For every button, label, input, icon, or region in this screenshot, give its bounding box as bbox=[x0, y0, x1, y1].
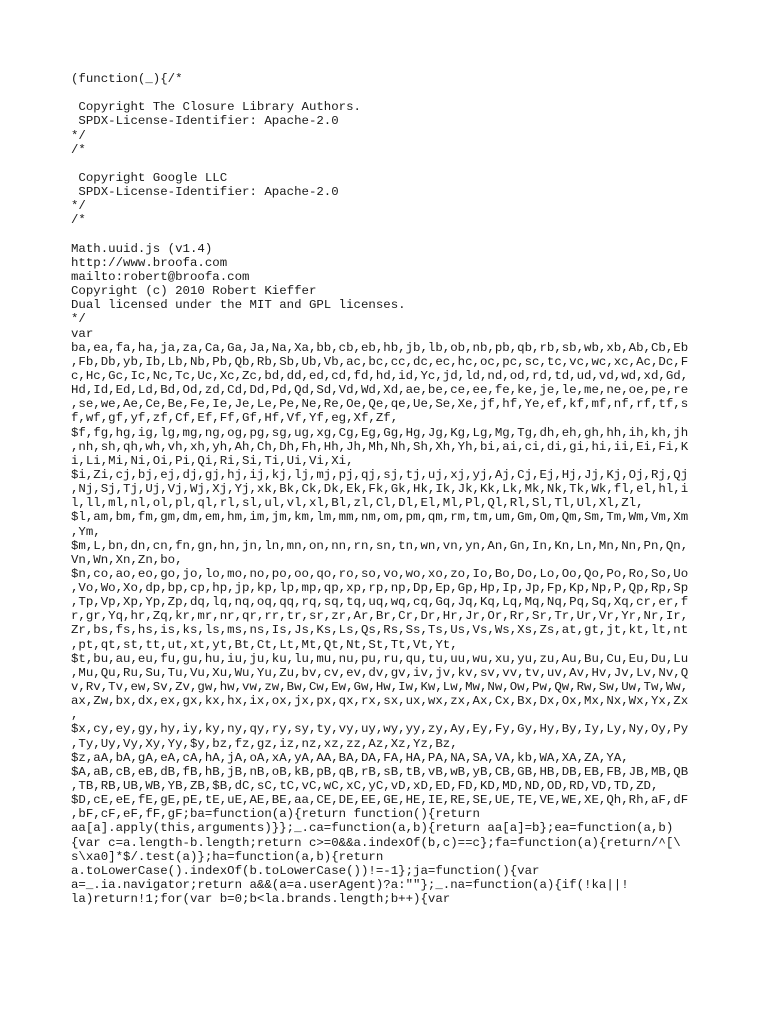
code-line bbox=[71, 228, 697, 242]
code-line: ,Vo,Wo,Xo,dp,bp,cp,hp,jp,kp,lp,mp,qp,xp,rp,np,Dp,Ep,Gp,Hp,Ip,Jp,Fp,Kp,Np,P,Qp,Rp,Sp bbox=[71, 581, 689, 596]
code-line: ,Tp,Vp,Xp,Yp,Zp,dq,lq,nq,oq,qq,rq,sq,tq,uq,wq,cq,Gq,Jq,Kq,Lq,Mq,Nq,Pq,Sq,Xq,cr,er,f bbox=[71, 595, 689, 610]
code-line: /* bbox=[71, 142, 86, 157]
code-line: ,bF,cF,eF,fF,gF;ba=function(a){return function(){return bbox=[71, 807, 480, 822]
code-line bbox=[71, 157, 697, 171]
code-line: ,Fb,Db,yb,Ib,Lb,Nb,Pb,Qb,Rb,Sb,Ub,Vb,ac,bc,cc,dc,ec,hc,oc,pc,sc,tc,vc,wc,xc,Ac,Dc,F bbox=[71, 354, 689, 369]
code-line: aa[a].apply(this,arguments)}};_.ca=function(a,b){return aa[a]=b};ea=function(a,b) bbox=[71, 821, 674, 836]
code-line: a=_.ia.navigator;return a&&(a=a.userAgent)?a:""};_.na=function(a){if(!ka||! bbox=[71, 878, 629, 893]
code-line: l,ll,ml,nl,ol,pl,ql,rl,sl,ul,vl,xl,Bl,zl,Cl,Dl,El,Ml,Pl,Ql,Rl,Sl,Tl,Ul,Xl,Zl, bbox=[71, 496, 644, 511]
code-line: mailto:robert@broofa.com bbox=[71, 269, 250, 284]
code-line: (function(_){/* bbox=[71, 72, 183, 86]
code-line: $f,fg,hg,ig,lg,mg,ng,og,pg,sg,ug,xg,Cg,Eg,Gg,Hg,Jg,Kg,Lg,Mg,Tg,dh,eh,gh,hh,ih,kh,jh bbox=[71, 425, 689, 440]
code-line: ba,ea,fa,ha,ja,za,Ca,Ga,Ja,Na,Xa,bb,cb,eb,hb,jb,lb,ob,nb,pb,qb,rb,sb,wb,xb,Ab,Cb,Eb bbox=[71, 340, 689, 355]
code-line: $l,am,bm,fm,gm,dm,em,hm,im,jm,km,lm,mm,nm,om,pm,qm,rm,tm,um,Gm,Om,Qm,Sm,Tm,Wm,Vm,Xm bbox=[71, 510, 689, 525]
code-line: Copyright Google LLC bbox=[71, 170, 228, 185]
code-line: , bbox=[71, 708, 79, 723]
code-line: la)return!1;for(var b=0;b<la.brands.length;b++){var bbox=[71, 892, 451, 907]
code-line: Vn,Wn,Xn,Zn,bo, bbox=[71, 552, 183, 567]
code-line: ,Mu,Qu,Ru,Su,Tu,Vu,Xu,Wu,Yu,Zu,bv,cv,ev,dv,gv,iv,jv,kv,sv,vv,tv,uv,Av,Hv,Jv,Lv,Nv,Q bbox=[71, 665, 689, 680]
code-line: ax,Zw,bx,dx,ex,gx,kx,hx,ix,ox,jx,px,qx,rx,sx,ux,wx,zx,Ax,Cx,Bx,Dx,Ox,Mx,Nx,Wx,Yx,Zx bbox=[71, 694, 689, 709]
code-line: Copyright (c) 2010 Robert Kieffer bbox=[71, 284, 317, 299]
code-line: http://www.broofa.com bbox=[71, 255, 228, 270]
code-line: $x,cy,ey,gy,hy,iy,ky,ny,qy,ry,sy,ty,vy,uy,wy,yy,zy,Ay,Ey,Fy,Gy,Hy,By,Iy,Ly,Ny,Oy,Py bbox=[71, 722, 689, 737]
code-line: f,wf,gf,yf,zf,Cf,Ef,Ff,Gf,Hf,Vf,Yf,eg,Xf,Zf, bbox=[71, 411, 399, 426]
code-line: $D,cE,eE,fE,gE,pE,tE,uE,AE,BE,aa,CE,DE,EE,GE,HE,IE,RE,SE,UE,TE,VE,WE,XE,Qh,Rh,aF,dF bbox=[71, 793, 689, 808]
code-line: $t,bu,au,eu,fu,gu,hu,iu,ju,ku,lu,mu,nu,pu,ru,qu,tu,uu,wu,xu,yu,zu,Au,Bu,Cu,Eu,Du,Lu bbox=[71, 651, 689, 666]
code-line: $z,aA,bA,gA,eA,cA,hA,jA,oA,xA,yA,AA,BA,DA,FA,HA,PA,NA,SA,VA,kb,WA,XA,ZA,YA, bbox=[71, 750, 629, 765]
code-line: Hd,Id,Ed,Ld,Bd,Od,zd,Cd,Dd,Pd,Qd,Sd,Vd,Wd,Xd,ae,be,ce,ee,fe,ke,je,le,me,ne,oe,pe,re bbox=[71, 383, 689, 398]
code-line: $n,co,ao,eo,go,jo,lo,mo,no,po,oo,qo,ro,so,vo,wo,xo,zo,Io,Bo,Do,Lo,Oo,Qo,Po,Ro,So,Uo bbox=[71, 566, 689, 581]
code-line: ,pt,qt,st,tt,ut,xt,yt,Bt,Ct,Lt,Mt,Qt,Nt,St,Tt,Vt,Yt, bbox=[71, 637, 458, 652]
source-code-block bbox=[71, 72, 697, 906]
code-line: {var c=a.length-b.length;return c>=0&&a.indexOf(b,c)==c};fa=function(a){return/^[\ bbox=[71, 835, 681, 850]
code-line: Math.uuid.js (v1.4) bbox=[71, 241, 213, 256]
code-line: ,Ym, bbox=[71, 524, 101, 539]
code-line: Zr,bs,fs,hs,is,ks,ls,ms,ns,Is,Js,Ks,Ls,Qs,Rs,Ss,Ts,Us,Vs,Ws,Xs,Zs,at,gt,jt,kt,lt,nt bbox=[71, 623, 689, 638]
code-line bbox=[71, 86, 697, 100]
code-line: SPDX-License-Identifier: Apache-2.0 bbox=[71, 114, 339, 129]
code-line: s\xa0]*$/.test(a)};ha=function(a,b){return bbox=[71, 849, 384, 864]
code-line: */ bbox=[71, 199, 86, 214]
code-line: var bbox=[71, 326, 94, 341]
code-line: */ bbox=[71, 312, 86, 327]
code-line: r,gr,Yq,hr,Zq,kr,mr,nr,qr,rr,tr,sr,zr,Ar,Br,Cr,Dr,Hr,Jr,Or,Rr,Sr,Tr,Ur,Vr,Yr,Nr,Ir, bbox=[71, 609, 689, 624]
code-line: $A,aB,cB,eB,dB,fB,hB,jB,nB,oB,kB,pB,qB,rB,sB,tB,vB,wB,yB,CB,GB,HB,DB,EB,FB,JB,MB,QB bbox=[71, 764, 689, 779]
code-line: SPDX-License-Identifier: Apache-2.0 bbox=[71, 185, 339, 200]
code-line: i,Li,Mi,Ni,Oi,Pi,Qi,Ri,Si,Ti,Ui,Vi,Xi, bbox=[71, 453, 354, 468]
code-line: a.toLowerCase().indexOf(b.toLowerCase())!=-1};ja=function(){var bbox=[71, 863, 540, 878]
code-line: ,TB,RB,UB,WB,YB,ZB,$B,dC,sC,tC,vC,wC,xC,yC,vD,xD,ED,FD,KD,MD,ND,OD,RD,VD,TD,ZD, bbox=[71, 779, 659, 794]
code-line: c,Hc,Gc,Ic,Nc,Tc,Uc,Xc,Zc,bd,dd,ed,cd,fd,hd,id,Yc,jd,ld,nd,od,rd,td,ud,vd,wd,xd,Gd, bbox=[71, 368, 689, 383]
code-line: $m,L,bn,dn,cn,fn,gn,hn,jn,ln,mn,on,nn,rn,sn,tn,wn,vn,yn,An,Gn,In,Kn,Ln,Mn,Nn,Pn,Qn, bbox=[71, 538, 689, 553]
code-line: Dual licensed under the MIT and GPL licenses. bbox=[71, 298, 406, 313]
code-line: /* bbox=[71, 213, 86, 228]
code-line: ,Nj,Sj,Tj,Uj,Vj,Wj,Xj,Yj,xk,Bk,Ck,Dk,Ek,Fk,Gk,Hk,Ik,Jk,Kk,Lk,Mk,Nk,Tk,Wk,fl,el,hl,i bbox=[71, 482, 689, 497]
code-line: ,nh,sh,qh,wh,vh,xh,yh,Ah,Ch,Dh,Fh,Hh,Jh,Mh,Nh,Sh,Xh,Yh,bi,ai,ci,di,gi,hi,ii,Ei,Fi,K bbox=[71, 439, 689, 454]
code-line: $i,Zi,cj,bj,ej,dj,gj,hj,ij,kj,lj,mj,pj,qj,sj,tj,uj,xj,yj,Aj,Cj,Ej,Hj,Jj,Kj,Oj,Rj,Qj bbox=[71, 467, 689, 482]
code-line: */ bbox=[71, 128, 86, 143]
code-line: ,se,we,Ae,Ce,Be,Fe,Ie,Je,Le,Pe,Ne,Re,Oe,Qe,qe,Ue,Se,Xe,jf,hf,Ye,ef,kf,mf,nf,rf,tf,s bbox=[71, 397, 689, 412]
code-line: Copyright The Closure Library Authors. bbox=[71, 100, 361, 115]
code-line: ,Ty,Uy,Vy,Xy,Yy,$y,bz,fz,gz,iz,nz,xz,zz,Az,Xz,Yz,Bz, bbox=[71, 736, 458, 751]
code-line: v,Rv,Tv,ew,Sv,Zv,gw,hw,vw,zw,Bw,Cw,Ew,Gw,Hw,Iw,Kw,Lw,Mw,Nw,Ow,Pw,Qw,Rw,Sw,Uw,Tw,Ww, bbox=[71, 680, 689, 695]
